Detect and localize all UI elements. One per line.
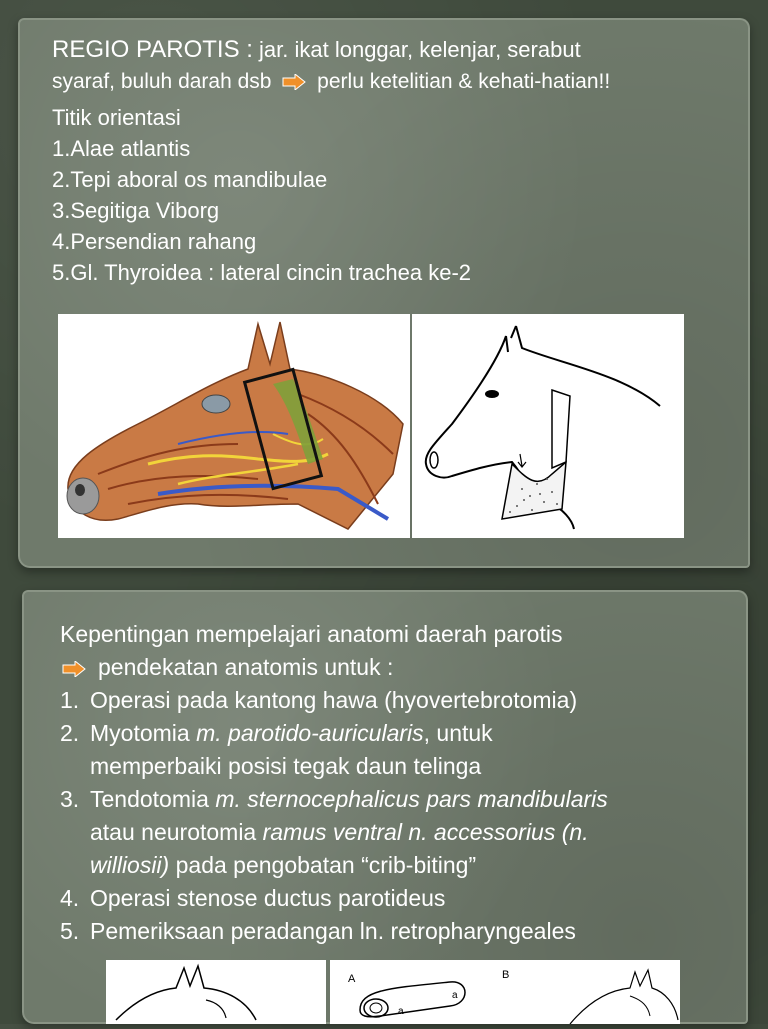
list-item-continuation <box>60 816 740 849</box>
surgical-figure-image <box>330 960 680 1024</box>
item-text: Operasi pada kantong hawa (hyovertebrotomia) <box>90 687 578 713</box>
importance-text <box>60 618 740 948</box>
item-number: 4. <box>60 885 80 911</box>
horse-anatomy-image <box>58 314 410 538</box>
item-text: Tendotomia <box>90 786 216 812</box>
list-item: 4.Persendian rahang <box>52 229 257 254</box>
item-text: atau neurotomia <box>90 819 263 845</box>
title-head: REGIO PAROTIS : <box>52 36 253 63</box>
subtitle-line <box>52 68 610 96</box>
title-rest: jar. ikat longgar, kelenjar, serabut <box>252 37 581 62</box>
orientation-list <box>52 102 471 288</box>
list-item-continuation: memperbaiki posisi tegak daun telinga <box>90 753 482 779</box>
item-text: Pemeriksaan peradangan ln. retropharyngeales <box>90 918 576 944</box>
slide-card-regio-parotis <box>18 18 750 568</box>
list-item: 1.Alae atlantis <box>52 136 191 161</box>
list-item <box>60 684 740 717</box>
horse-sketch-image <box>106 960 326 1024</box>
figure-label-b: B <box>502 969 510 981</box>
figure-label-a-small: a <box>452 990 458 1001</box>
item-text-italic: m. sternocephalicus pars mandibularis <box>215 786 608 812</box>
list-item <box>60 717 740 750</box>
item-text: , untuk <box>423 720 493 746</box>
intro-line: Kepentingan mempelajari anatomi daerah parotis <box>60 621 563 647</box>
item-text-italic: williosii) <box>90 852 170 878</box>
intro2-text: pendekatan anatomis untuk : <box>98 654 394 680</box>
item-number: 1. <box>60 687 80 713</box>
list-item: 3.Segitiga Viborg <box>52 198 220 223</box>
line2-before: syaraf, buluh darah dsb <box>52 70 272 93</box>
item-text-italic: ramus ventral n. accessorius (n. <box>262 819 589 845</box>
list-item: 2.Tepi aboral os mandibulae <box>52 167 328 192</box>
list-item: Titik orientasi <box>52 105 181 130</box>
item-number: 3. <box>60 786 80 812</box>
item-text: Operasi stenose ductus parotideus <box>90 885 446 911</box>
figure-label-a: A <box>348 973 356 985</box>
item-text-italic: m. parotido-auricularis <box>196 720 424 746</box>
list-item <box>60 915 740 948</box>
slide-title <box>52 36 581 64</box>
line2-after: perlu ketelitian & kehati-hatian!! <box>317 70 611 93</box>
item-number: 2. <box>60 720 80 746</box>
slide-card-kepentingan <box>22 590 748 1024</box>
figure-label-a-small: a <box>398 1006 404 1017</box>
item-text: Myotomia <box>90 720 197 746</box>
list-item-continuation <box>60 849 740 882</box>
right-arrow-icon <box>282 74 306 90</box>
right-arrow-icon <box>62 661 86 677</box>
list-item: 5.Gl. Thyroidea : lateral cincin trachea ke-2 <box>52 260 472 285</box>
list-item <box>60 882 740 915</box>
list-item <box>60 783 740 816</box>
horse-line-drawing <box>412 314 684 538</box>
item-text: pada pengobatan “crib-biting” <box>169 852 477 878</box>
item-number: 5. <box>60 918 80 944</box>
intro-line-2 <box>60 651 740 684</box>
